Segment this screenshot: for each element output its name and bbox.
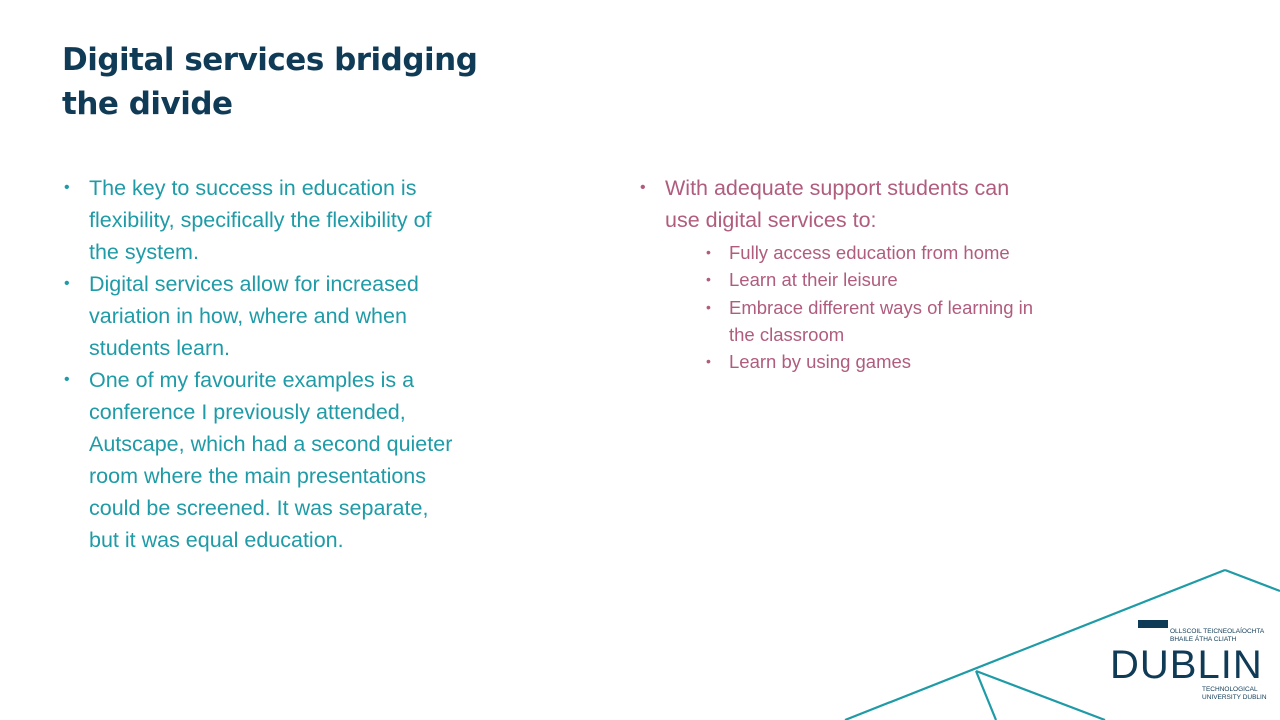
bullet-icon: • xyxy=(706,271,711,288)
list-item xyxy=(638,172,1038,375)
sub-bullet-text: Learn by using games xyxy=(729,351,912,373)
logo-irish-name: OLLSCOIL TEICNEOLAÍOCHTA BHAILE ÁTHA CLIATH xyxy=(1170,628,1265,643)
list-item xyxy=(705,348,1038,375)
left-column xyxy=(62,172,462,556)
bullet-icon: • xyxy=(706,353,711,370)
list-item xyxy=(705,239,1038,266)
bullet-icon: • xyxy=(64,275,70,292)
decor-line xyxy=(976,671,996,720)
left-bullet-list xyxy=(62,172,462,556)
tu-dublin-logo xyxy=(1110,618,1267,704)
bullet-text: Digital services allow for increased variation in how, where and when students learn. xyxy=(89,272,419,360)
slide-title: Digital services bridging the divide xyxy=(62,42,478,122)
logo-wordmark: DUBLIN xyxy=(1110,643,1263,687)
list-item xyxy=(62,364,462,556)
logo-english-name: TECHNOLOGICAL UNIVERSITY DUBLIN xyxy=(1202,686,1267,701)
bullet-icon: • xyxy=(64,179,70,196)
sub-bullet-list xyxy=(665,239,1038,375)
right-column xyxy=(638,172,1038,375)
logo-t-bar xyxy=(1138,620,1168,628)
right-bullet-list xyxy=(638,172,1038,375)
list-item xyxy=(62,268,462,364)
list-item xyxy=(62,172,462,268)
sub-bullet-text: Embrace different ways of learning in the classroom xyxy=(729,296,1034,345)
sub-bullet-text: Fully access education from home xyxy=(729,242,1010,263)
bullet-icon: • xyxy=(64,371,70,388)
decor-line xyxy=(976,671,1105,720)
bullet-text: One of my favourite examples is a conference I previously attended, Autscape, which had a second quieter room where the main presentations could be screened. It was separate, but it was equal education. xyxy=(89,368,453,552)
bullet-icon: • xyxy=(706,298,711,315)
bullet-text: The key to success in education is flexibility, specifically the flexibility of the system. xyxy=(89,176,432,264)
bullet-text: With adequate support students can use digital services to: xyxy=(665,176,1010,232)
list-item xyxy=(705,266,1038,293)
list-item xyxy=(705,294,1038,349)
bullet-icon: • xyxy=(706,244,711,260)
bullet-icon: • xyxy=(640,179,646,196)
sub-bullet-text: Learn at their leisure xyxy=(729,269,898,291)
decor-line xyxy=(1225,570,1280,591)
